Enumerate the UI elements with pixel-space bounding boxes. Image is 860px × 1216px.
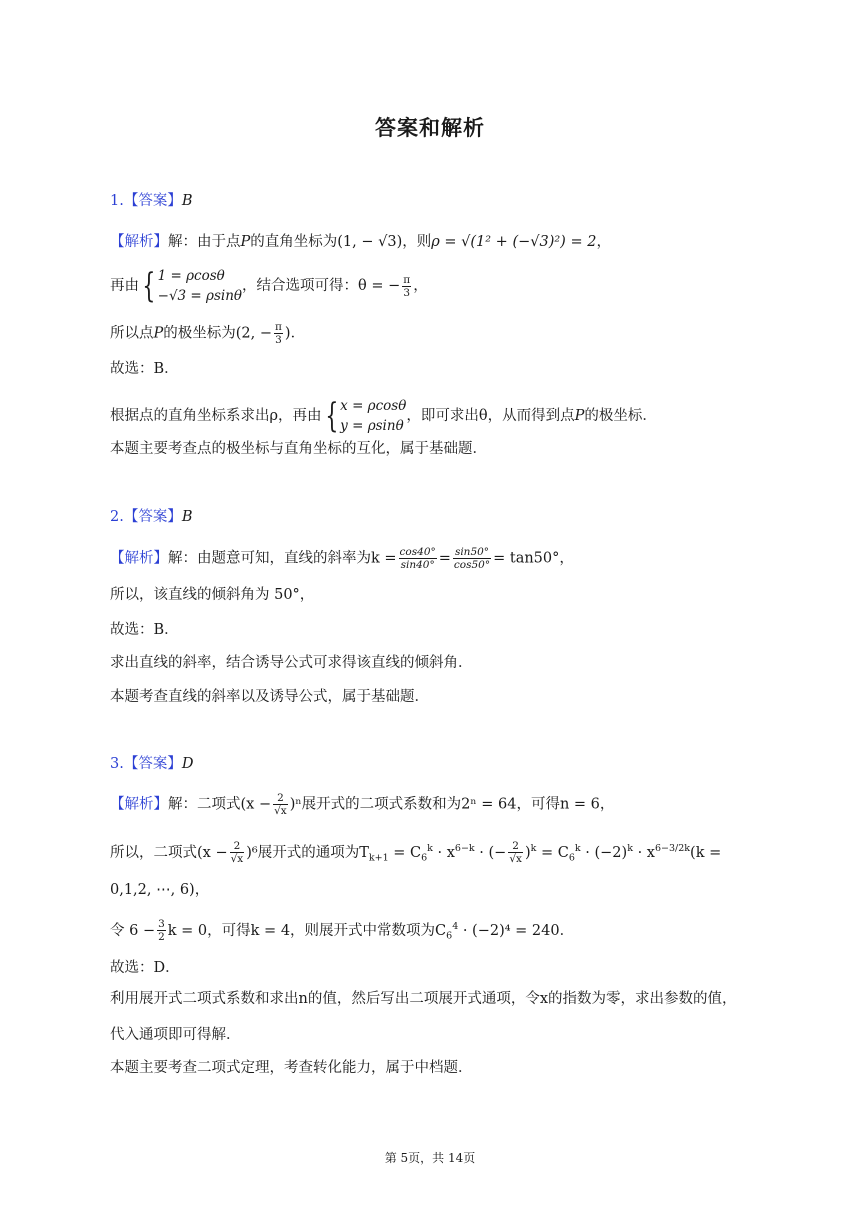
q1-answer-value: B — [181, 193, 193, 209]
q3-solution-line-2 — [110, 838, 721, 870]
q3-number: 3. — [110, 756, 124, 772]
superscript: k — [427, 843, 433, 854]
q2-solution-line-5: 本题考查直线的斜率以及诱导公式，属于基础题． — [110, 689, 429, 705]
subscript: 6 — [568, 852, 575, 864]
denominator: sin40° — [400, 559, 435, 571]
q3-solution-line-8: 本题主要考查二项式定理，考查转化能力，属于中档题． — [110, 1060, 473, 1076]
q3-answer-value: D — [181, 756, 194, 772]
numerator: 3 — [158, 918, 165, 931]
numerator: π — [403, 273, 411, 286]
q1-text: ， — [596, 234, 611, 250]
denominator: √x — [230, 853, 244, 866]
q2-solution-line-1 — [110, 546, 574, 571]
fraction — [230, 840, 245, 865]
q2-solution-tag: 【解析】 — [110, 550, 168, 567]
q3-text: k = 0，可得k = 4，则展开式中常数项为C — [167, 922, 447, 939]
q3-answer-header — [110, 753, 193, 775]
q3-solution-line-5: 故选：D． — [110, 960, 180, 976]
q2-text: 解：由题意可知，直线的斜率为k = — [168, 550, 397, 567]
q1-text: 解：由于点 — [168, 234, 241, 250]
fraction — [508, 840, 523, 865]
q2-number: 2. — [110, 509, 124, 525]
superscript: 6−k — [454, 843, 475, 854]
q1-text: ，结合选项可得：θ = − — [242, 278, 401, 294]
equation: −√3 = ρsinθ — [157, 288, 243, 304]
q1-answer-header — [110, 190, 193, 212]
q1-equation-system — [158, 266, 242, 306]
superscript: k — [627, 843, 633, 854]
q3-text: 解：二项式(x − — [168, 796, 272, 813]
subscript: 6 — [421, 852, 428, 864]
q3-text: (k = — [690, 844, 722, 861]
q3-text: · x — [632, 844, 655, 861]
q3-text: · (−2) — [580, 844, 628, 861]
q1-text: )． — [284, 325, 306, 342]
subscript: k+1 — [368, 852, 389, 864]
q3-solution-line-6: 利用展开式二项式系数和求出n的值，然后写出二项展开式通项，令x的指数为零，求出参数的值， — [110, 991, 737, 1007]
q2-solution-line-4: 求出直线的斜率，结合诱导公式可求得该直线的倾斜角． — [110, 655, 473, 671]
numerator: 2 — [508, 840, 523, 853]
q1-solution-line-1 — [110, 231, 611, 253]
q3-text: 所以，二项式(x − — [110, 844, 228, 861]
numerator: sin50° — [453, 546, 491, 559]
page-footer: 第 5页，共 14页 — [384, 1151, 476, 1165]
q1-text: ，即可求出θ，从而得到点 — [406, 408, 575, 424]
denominator: 2 — [158, 931, 165, 944]
q1-text: ， — [413, 278, 428, 294]
superscript: k — [574, 843, 581, 854]
q2-answer-header — [110, 506, 193, 528]
fraction — [402, 274, 411, 299]
q1-equation-system — [340, 396, 406, 436]
q2-answer-value: B — [181, 509, 193, 525]
fraction — [274, 321, 283, 346]
q3-text: )⁶展开式的通项为T — [246, 844, 369, 861]
q1-number: 1. — [110, 193, 124, 209]
q1-point: P — [240, 234, 251, 250]
numerator: 2 — [230, 840, 245, 853]
numerator: π — [275, 321, 282, 333]
q1-text: 所以点 — [110, 325, 154, 342]
denominator: 3 — [275, 334, 282, 346]
fraction — [399, 546, 437, 571]
superscript: 6−3/2k — [654, 843, 691, 854]
q2-answer-label: 【答案】 — [123, 509, 182, 525]
q1-solution-line-3 — [110, 321, 305, 346]
q3-solution-line-3: 0,1,2, ⋯, 6)， — [110, 882, 210, 898]
q1-solution-line-5 — [110, 396, 657, 436]
q1-rho-formula: ρ = √(1² + (−√3)²) = 2 — [431, 234, 597, 250]
q3-solution-line-1 — [110, 792, 614, 817]
subscript: 6 — [446, 930, 453, 942]
q1-solution-line-2 — [110, 266, 428, 306]
q1-point: P — [574, 408, 585, 424]
q1-answer-label: 【答案】 — [123, 193, 182, 209]
equation: 1 = ρcosθ — [157, 268, 225, 284]
fraction — [157, 918, 166, 943]
q1-text: 的极坐标为(2, − — [163, 325, 273, 342]
q1-text: 再由 — [110, 278, 139, 294]
q3-text: · x — [432, 844, 455, 861]
q2-solution-line-3: 故选：B． — [110, 622, 179, 638]
q2-text: = — [438, 550, 451, 567]
numerator: 2 — [273, 792, 288, 805]
q3-solution-line-4 — [110, 916, 574, 948]
fraction — [273, 792, 288, 817]
denominator: cos50° — [453, 559, 491, 571]
numerator: cos40° — [399, 546, 436, 558]
superscript: 4 — [452, 921, 459, 932]
q1-solution-line-4: 故选：B． — [110, 361, 179, 377]
q3-text: 令 6 − — [110, 922, 156, 939]
q3-text: · (−2)⁴ = 240． — [458, 922, 575, 939]
q3-text: = C — [388, 844, 422, 861]
brace-glyph: { — [324, 396, 338, 436]
denominator: √x — [509, 853, 522, 866]
denominator: 3 — [403, 286, 411, 299]
superscript: k — [530, 843, 537, 854]
q2-text: = tan50°， — [493, 550, 574, 567]
q1-text: 的极坐标． — [584, 408, 657, 424]
q1-solution-tag: 【解析】 — [110, 234, 168, 250]
q3-solution-tag: 【解析】 — [110, 796, 168, 813]
denominator: √x — [274, 805, 287, 817]
q3-answer-label: 【答案】 — [123, 756, 182, 772]
q1-point: P — [153, 325, 164, 342]
brace-glyph: { — [142, 266, 156, 306]
q1-text: 的直角坐标为(1, − √3)，则 — [250, 234, 432, 250]
q3-solution-line-7: 代入通项即可得解． — [110, 1027, 241, 1043]
q1-text: 根据点的直角坐标系求出ρ，再由 — [110, 408, 322, 424]
q3-text: = C — [536, 844, 569, 861]
q3-text: )ⁿ展开式的二项式系数和为2ⁿ = 64，可得n = 6， — [289, 796, 615, 813]
q2-solution-line-2: 所以，该直线的倾斜角为 50°， — [110, 587, 315, 603]
equation: x = ρcosθ — [340, 398, 407, 414]
fraction — [453, 546, 491, 571]
q1-solution-line-6: 本题主要考查点的极坐标与直角坐标的互化，属于基础题． — [110, 441, 487, 457]
q3-text: · (− — [474, 844, 507, 861]
page-title: 答案和解析 — [375, 116, 485, 140]
q3-text: ) — [524, 844, 531, 861]
equation: y = ρsinθ — [340, 418, 404, 434]
